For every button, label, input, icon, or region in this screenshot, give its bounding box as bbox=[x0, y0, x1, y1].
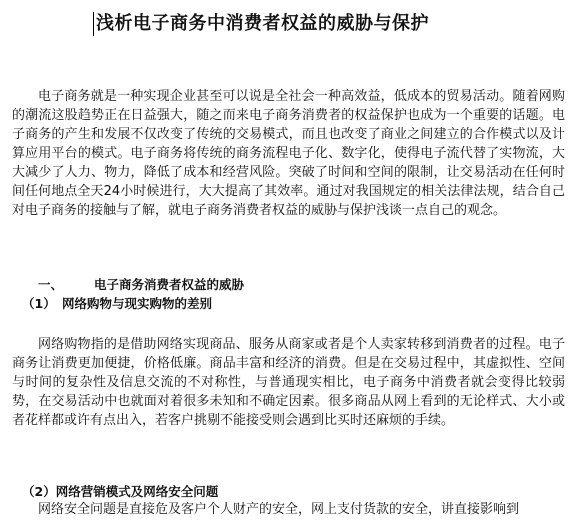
security-paragraph: 网络安全问题是直接危及客户个人财产的安全，网上支付货款的安全，讲直接影响到 bbox=[38, 502, 520, 517]
section-heading-1 bbox=[38, 276, 244, 294]
subsection-heading-2: （2）网络营销模式及网络安全问题 bbox=[22, 484, 219, 499]
section-number: 一、 bbox=[38, 277, 64, 292]
document-title: 浅析电子商务中消费者权益的威胁与保护 bbox=[96, 13, 429, 34]
shopping-paragraph: 网络购物指的是借助网络实现商品、服务从商家或者是个人卖家转移到消费者的过程。电子商务让消费更加便捷，价格低廉。商品丰富和经济的消费。但是在交易过程中，其虚拟性、空间与时间的复杂性及信息交流的不对称性，与普通现实相比，电子商务中消费者就会变得比较弱势，在交易活动中也就面对着很多未知和不确定因素。很多商品从网上看到的无论样式、大小或者花样都或许有点出入，若客户挑剔不能接受则会遇到比买时还麻烦的手续。 bbox=[12, 337, 565, 428]
intro-paragraph: 电子商务就是一种实现企业甚至可以说是全社会一种高效益，低成本的贸易活动。随着网购的潮流这股趋势正在日益强大，随之而来电子商务消费者的权益保护也成为一个重要的话题。电子商务的产生和发展不仅改变了传统的交易模式，而且也改变了商业之间建立的合作模式以及计算应用平台的模式。电子商务将传统的商务流程电子化、数字化，使得电子流代替了实物流，大大减少了人力、物力，降低了成本和经营风险。突破了时间和空间的限制，让交易活动在任何时间任何地点全天24小时候进行，大大提高了其效率。通过对我国规定的相关法律法规，结合自己对电子商务的接触与了解，就电子商务消费者权益的威胁与保护浅谈一点自己的观念。 bbox=[12, 89, 565, 218]
text-cursor bbox=[93, 12, 94, 36]
section-title: 电子商务消费者权益的威胁 bbox=[94, 277, 245, 292]
subsection-title: 网络购物与现实购物的差别 bbox=[62, 296, 213, 311]
subsection-heading-1 bbox=[22, 295, 212, 313]
subsection-number: （1） bbox=[22, 296, 56, 311]
